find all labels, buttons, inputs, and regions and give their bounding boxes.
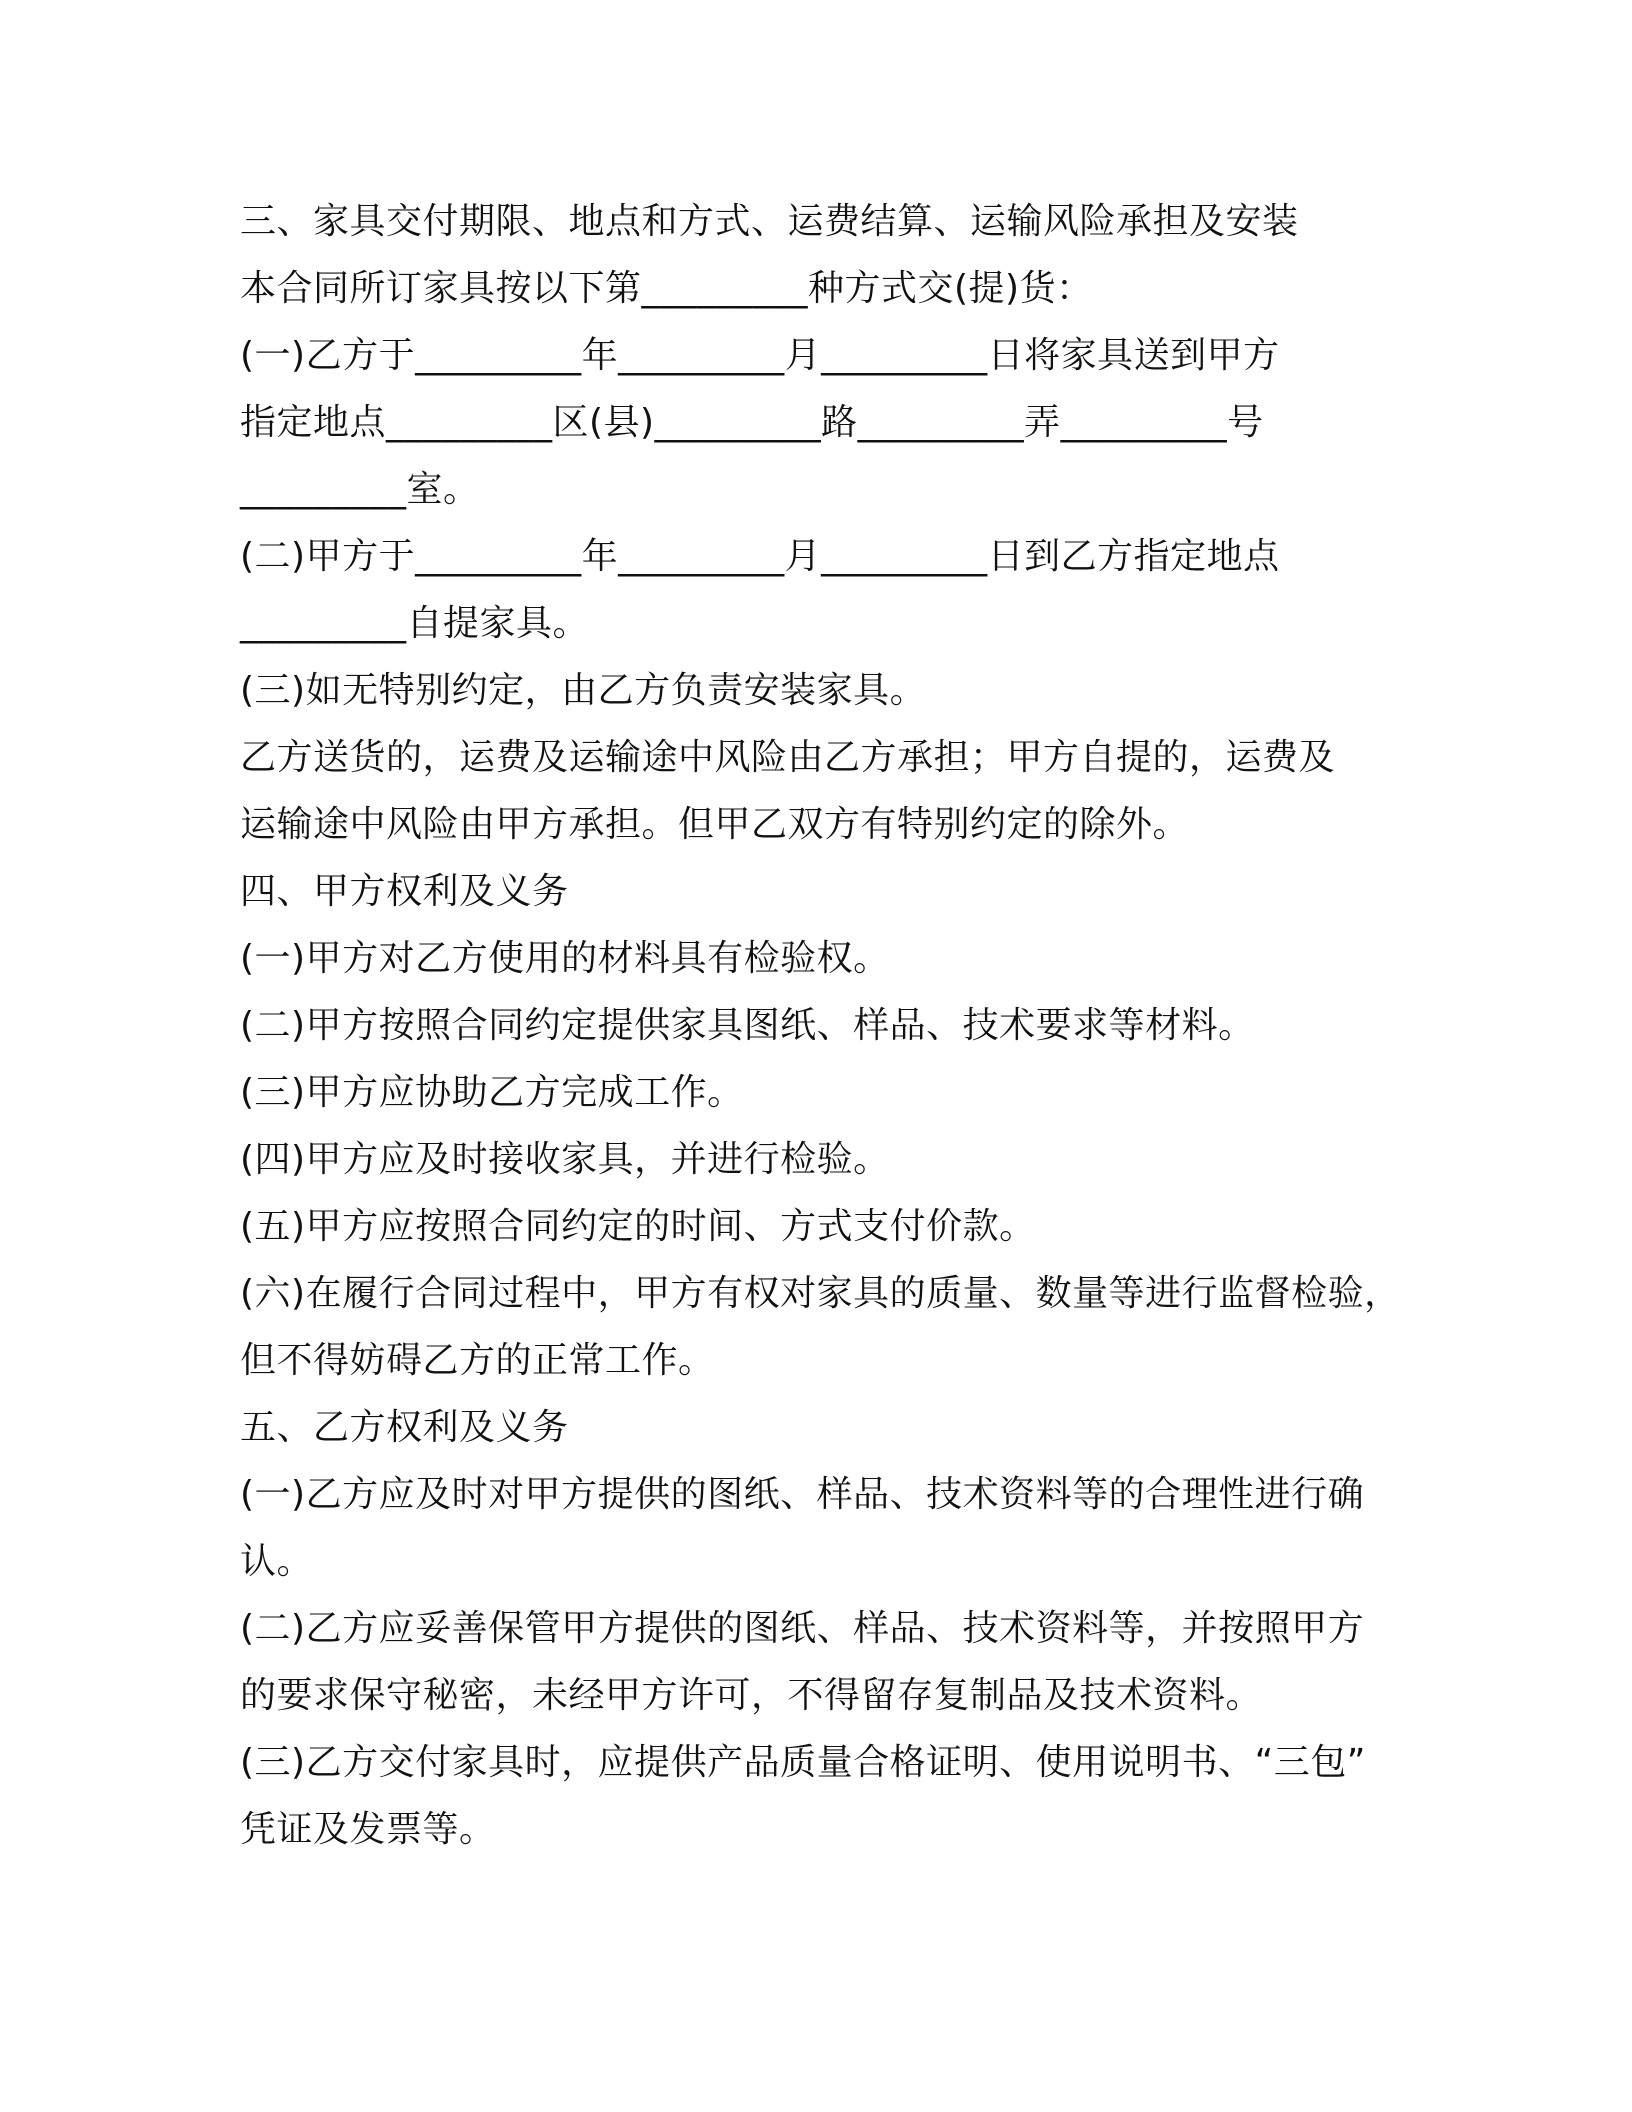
paragraph-line: (三)如无特别约定，由乙方负责安装家具。 bbox=[240, 670, 927, 711]
document-body bbox=[240, 188, 1420, 1863]
paragraph-line: 乙方送货的，运费及运输途中风险由乙方承担；甲方自提的，运费及 bbox=[240, 737, 1336, 778]
paragraph-line: (一)乙方应及时对甲方提供的图纸、样品、技术资料等的合理性进行确 bbox=[240, 1474, 1365, 1515]
section-heading-delivery: 三、家具交付期限、地点和方式、运费结算、运输风险承担及安装 bbox=[240, 201, 1299, 242]
paragraph-line: (二)甲方于_________年_________月_________日到乙方指定地点 bbox=[240, 536, 1280, 577]
paragraph-line: _________室。 bbox=[240, 469, 480, 510]
paragraph-line: 认。 bbox=[240, 1541, 314, 1582]
section-heading-party-b: 五、乙方权利及义务 bbox=[240, 1407, 569, 1448]
paragraph-line: (一)乙方于_________年_________月_________日将家具送到甲方 bbox=[240, 335, 1280, 376]
paragraph-line: (六)在履行合同过程中，甲方有权对家具的质量、数量等进行监督检验， bbox=[240, 1273, 1401, 1314]
paragraph-line: (二)乙方应妥善保管甲方提供的图纸、样品、技术资料等，并按照甲方 bbox=[240, 1608, 1365, 1649]
paragraph-line: (三)甲方应协助乙方完成工作。 bbox=[240, 1072, 744, 1113]
paragraph-line: (四)甲方应及时接收家具，并进行检验。 bbox=[240, 1139, 890, 1180]
paragraph-line: (二)甲方按照合同约定提供家具图纸、样品、技术要求等材料。 bbox=[240, 1005, 1255, 1046]
paragraph-line: 本合同所订家具按以下第_________种方式交(提)货： bbox=[240, 268, 1093, 309]
paragraph-line: 运输途中风险由甲方承担。但甲乙双方有特别约定的除外。 bbox=[240, 804, 1190, 845]
paragraph-line: 但不得妨碍乙方的正常工作。 bbox=[240, 1340, 715, 1381]
paragraph-line: 指定地点_________区(县)_________路_________弄_________号 bbox=[240, 402, 1264, 443]
paragraph-line: (五)甲方应按照合同约定的时间、方式支付价款。 bbox=[240, 1206, 1036, 1247]
paragraph-line: 的要求保守秘密，未经甲方许可，不得留存复制品及技术资料。 bbox=[240, 1675, 1263, 1716]
paragraph-line: (一)甲方对乙方使用的材料具有检验权。 bbox=[240, 938, 890, 979]
paragraph-line: (三)乙方交付家具时，应提供产品质量合格证明、使用说明书、“三包” bbox=[240, 1742, 1366, 1783]
paragraph-line: 凭证及发票等。 bbox=[240, 1809, 496, 1850]
section-heading-party-a: 四、甲方权利及义务 bbox=[240, 871, 569, 912]
paragraph-line: _________自提家具。 bbox=[240, 603, 590, 644]
